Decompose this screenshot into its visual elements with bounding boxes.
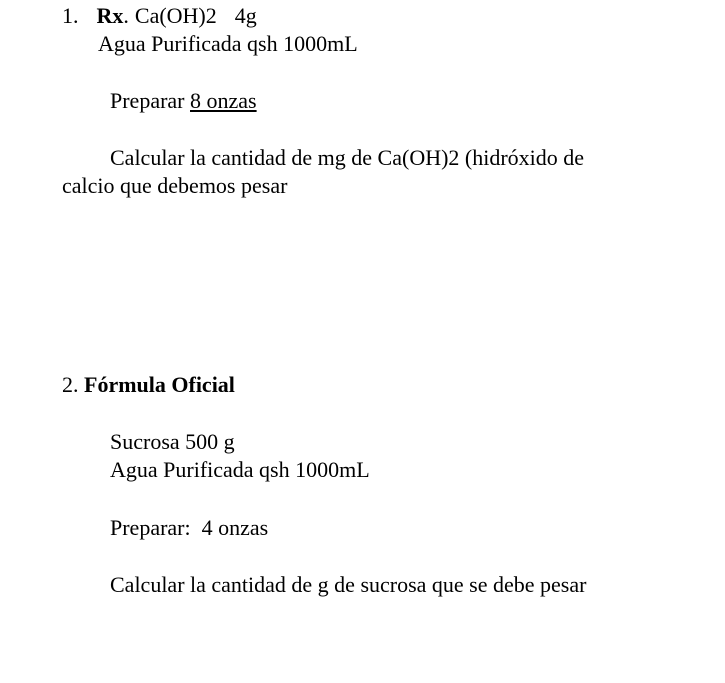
- rx-punct: .: [123, 3, 129, 28]
- problem-2-number: 2.: [62, 372, 79, 397]
- problem-1-number: 1.: [62, 3, 79, 28]
- problem-1-prepare: [110, 87, 257, 115]
- problem-2-title: Fórmula Oficial: [84, 372, 235, 397]
- problem-1-rx-line: [62, 2, 257, 30]
- compound: Ca(OH)2: [134, 3, 217, 28]
- problem-1-question-line-2: calcio que debemos pesar: [62, 173, 288, 198]
- problem-1-question-line-1: Calcular la cantidad de mg de Ca(OH)2 (hidróxido de: [110, 145, 585, 170]
- problem-2-question: Calcular la cantidad de g de sucrosa que se debe pesar: [110, 572, 587, 597]
- compound-amount: 4g: [234, 3, 257, 28]
- prepare-label: Preparar: [110, 88, 185, 113]
- problem-2-prepare: Preparar: 4 onzas: [110, 515, 269, 540]
- problem-2-ingredient: Sucrosa 500 g: [110, 429, 235, 454]
- problem-2-heading: [62, 371, 235, 399]
- prepare-amount: 8 onzas: [190, 88, 257, 113]
- rx-label: Rx: [96, 3, 124, 28]
- problem-1-vehicle: Agua Purificada qsh 1000mL: [98, 31, 358, 56]
- problem-2-vehicle: Agua Purificada qsh 1000mL: [110, 457, 370, 482]
